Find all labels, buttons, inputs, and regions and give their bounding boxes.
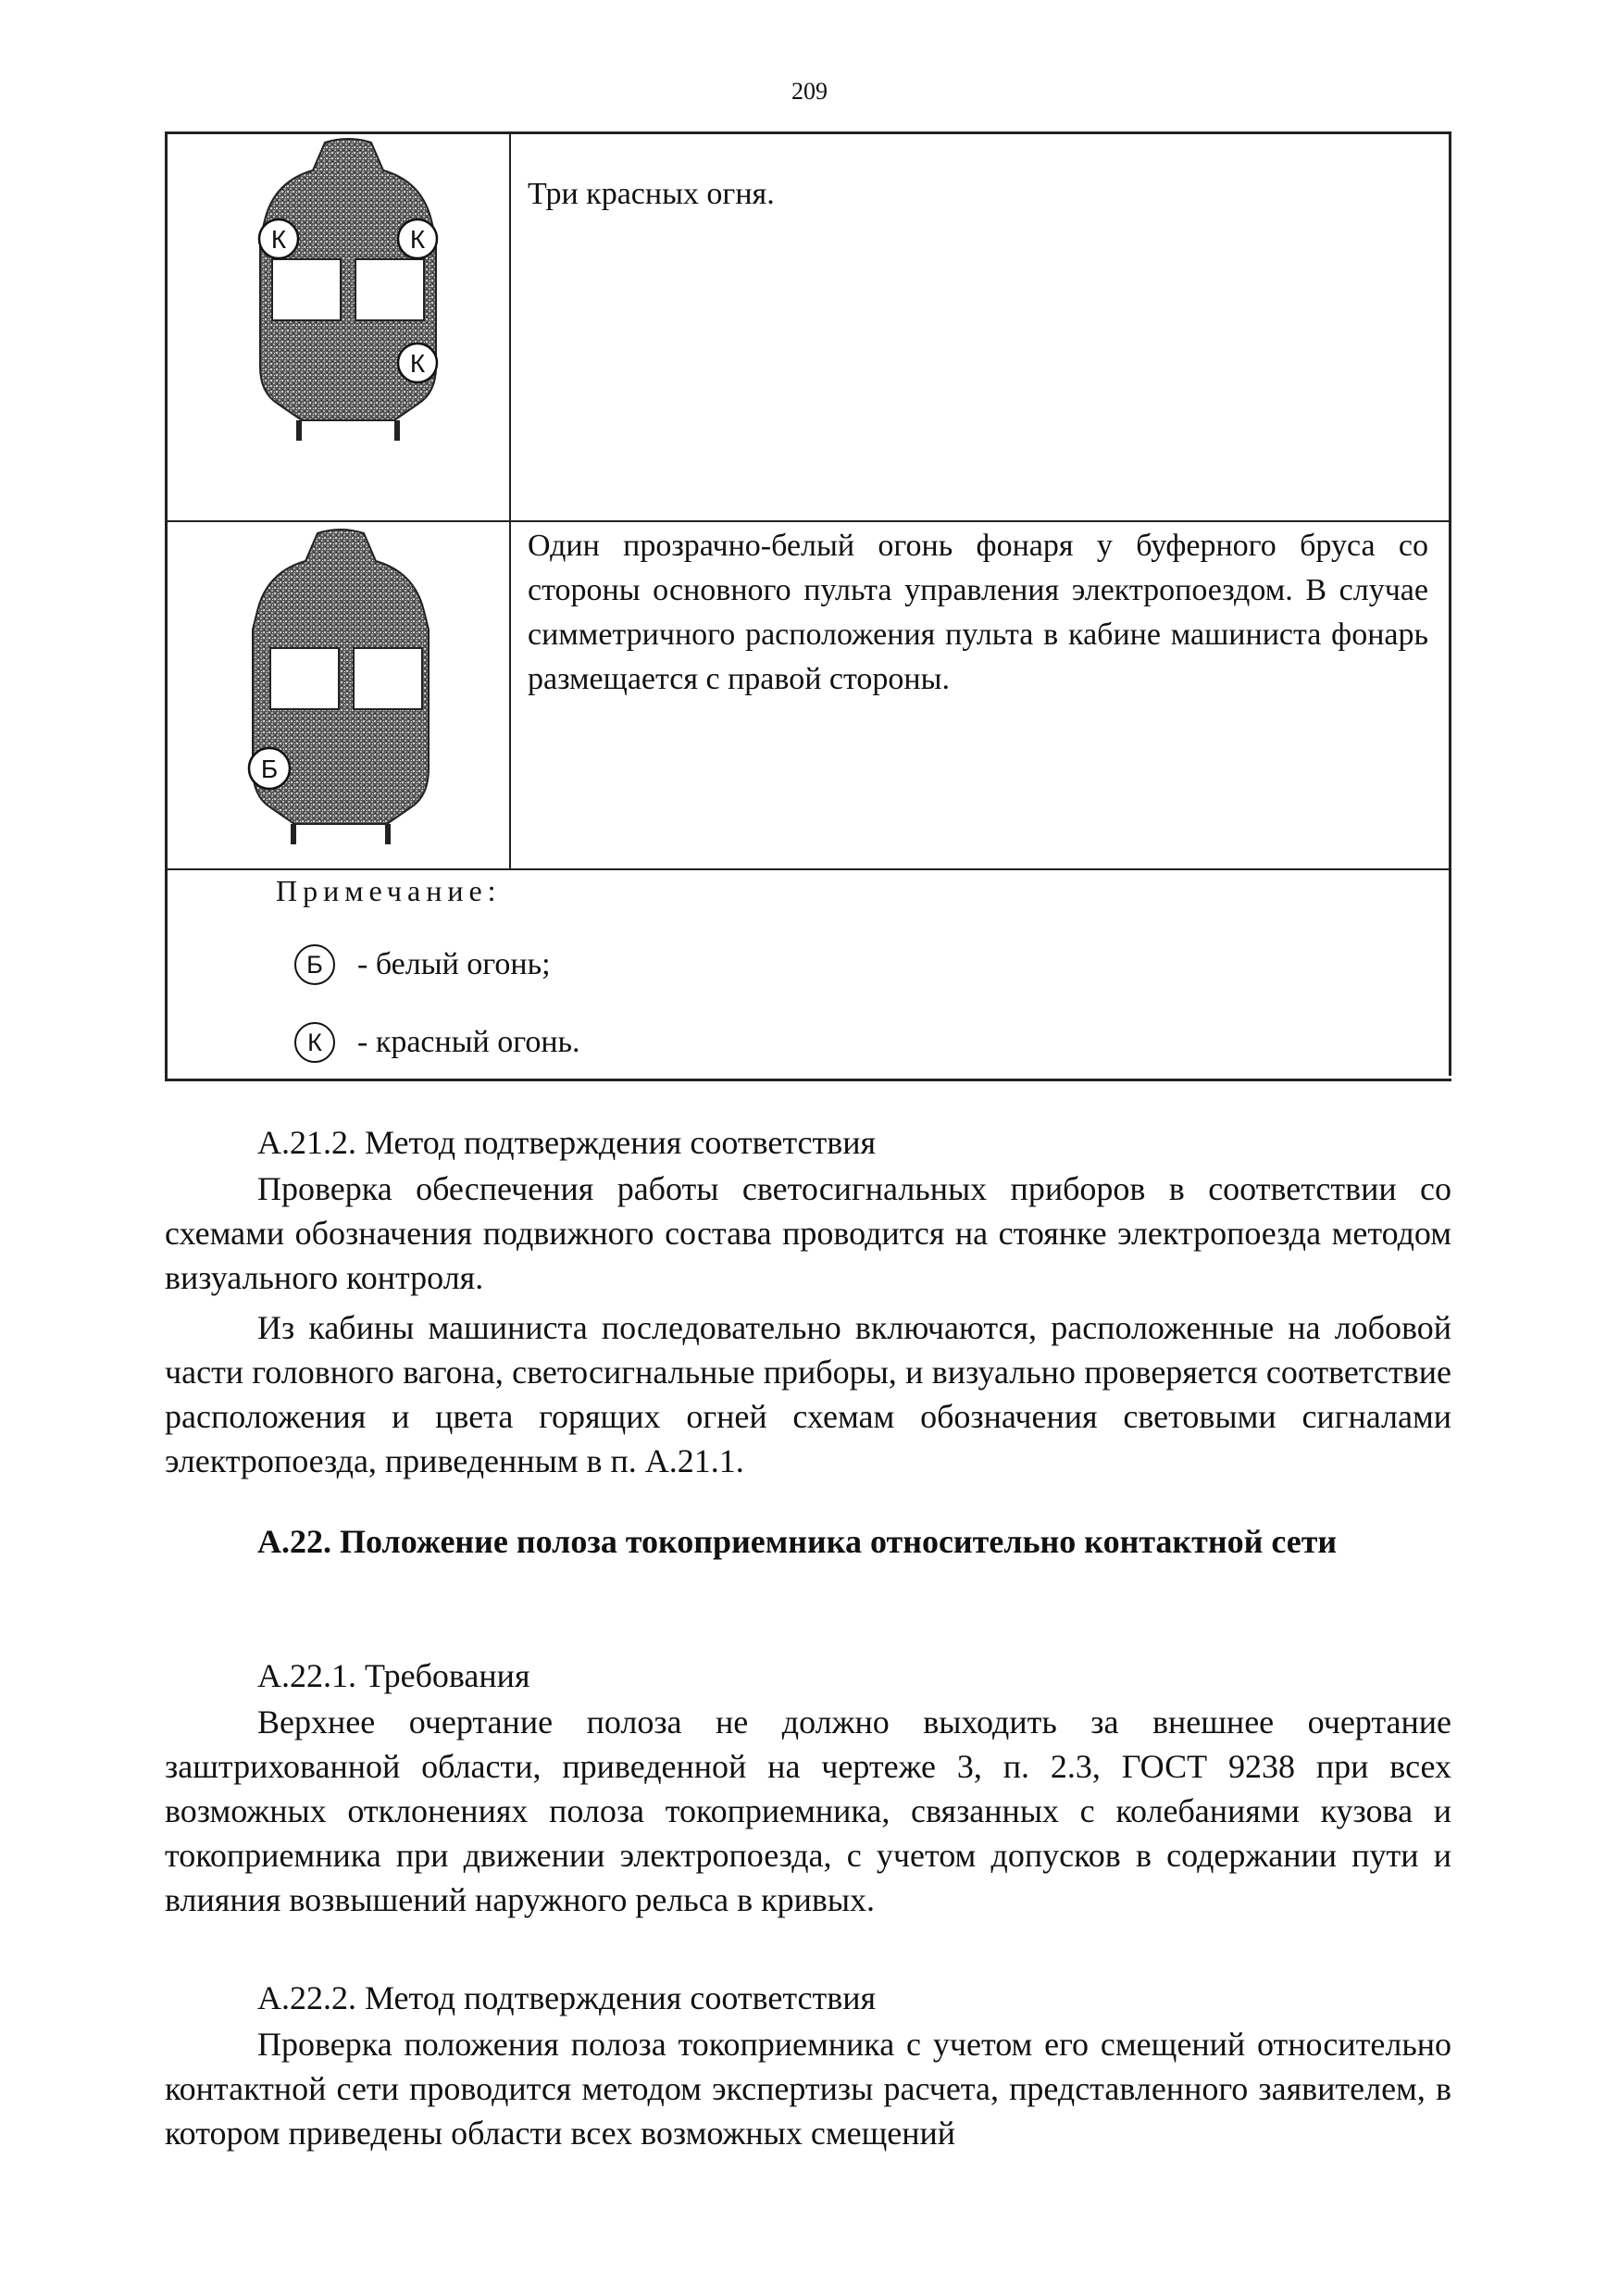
- loco-front-svg: [230, 526, 452, 850]
- legend-red-light: [294, 1022, 580, 1063]
- paragraph-text: Верхнее очертание полоза не должно выходить за внешнее очертание заштрихованной области, приведенной на чертеже 3, п. 2.3, ГОСТ 9238 при всех возможных отклонениях полоза токоприемника, связанных с колебаниями кузова и токоприемника при движении электропоезда, с учетом допусков в содержании пути и влияния возвышений наружного рельса в кривых.: [165, 1703, 1451, 1918]
- paragraph-text: Из кабины машиниста последовательно включаются, расположенные на лобовой части головного вагона, светосигнальные приборы, и визуально проверяется соответствие расположения и цвета горящих огней схемам обозначения световыми сигналами электропоезда, приведенным в п. А.21.1.: [165, 1309, 1451, 1479]
- table-row-divider: [165, 520, 1451, 522]
- paragraph: [165, 1167, 1451, 1300]
- note-title: Примечание:: [276, 874, 502, 907]
- lamp-label: Б: [260, 755, 279, 783]
- table-note-divider: [165, 868, 1451, 870]
- lamp-label: К: [270, 225, 287, 254]
- paragraph: [165, 2022, 1451, 2155]
- paragraph: [165, 1700, 1451, 1922]
- section-heading-a22-2: А.22.2. Метод подтверждения соответствия: [257, 1979, 877, 2016]
- section-heading-a22: [165, 1518, 1451, 1565]
- table-border-bottom: [165, 1079, 1451, 1081]
- section-heading-a22-1: А.22.1. Требования: [257, 1657, 530, 1694]
- red-lamp-left-top: [259, 219, 298, 258]
- white-lamp: [249, 748, 290, 789]
- legend-text: - красный огонь.: [357, 1025, 580, 1059]
- loco-front-svg: [237, 135, 459, 450]
- table-border-top: [165, 131, 1451, 134]
- section-heading-a21-2: А.21.2. Метод подтверждения соответствия: [257, 1124, 877, 1161]
- signal-table: [165, 131, 1451, 1081]
- row1-description: Три красных огня.: [528, 177, 775, 211]
- legend-text: - белый огонь;: [357, 947, 551, 981]
- lamp-label: К: [409, 349, 426, 378]
- table-border-right: [1449, 131, 1451, 1076]
- row2-description: Один прозрачно-белый огонь фонаря у буферного бруса со стороны основного пульта управления электропоездом. В случае симметричного расположения пульта в кабине машиниста фонарь размещается с правой стороны.: [528, 529, 1428, 696]
- heading-text: А.22. Положение полоза токоприемника относительно контактной сети: [257, 1523, 1338, 1560]
- red-lamp-right-top: [398, 219, 437, 258]
- loco-front-three-red-diagram: [237, 135, 459, 450]
- legend-symbol: Б: [294, 944, 335, 985]
- table-column-divider: [509, 131, 511, 868]
- legend-symbol: К: [294, 1022, 335, 1063]
- paragraph-text: Проверка обеспечения работы светосигнальных приборов в соответствии со схемами обозначения подвижного состава проводится на стоянке электропоезда методом визуального контроля.: [165, 1170, 1451, 1296]
- lamp-label: К: [409, 225, 426, 254]
- red-lamp-right-bottom: [398, 343, 437, 382]
- legend-white-light: [294, 944, 551, 985]
- paragraph-text: Проверка положения полоза токоприемника с учетом его смещений относительно контактной сети проводится методом экспертизы расчета, представленного заявителем, в котором приведены области всех возможных смещений: [165, 2026, 1451, 2152]
- loco-front-white-light-diagram: [230, 526, 452, 850]
- paragraph: [165, 1305, 1451, 1483]
- table-border-left: [165, 131, 168, 1081]
- page-number: 209: [791, 78, 828, 105]
